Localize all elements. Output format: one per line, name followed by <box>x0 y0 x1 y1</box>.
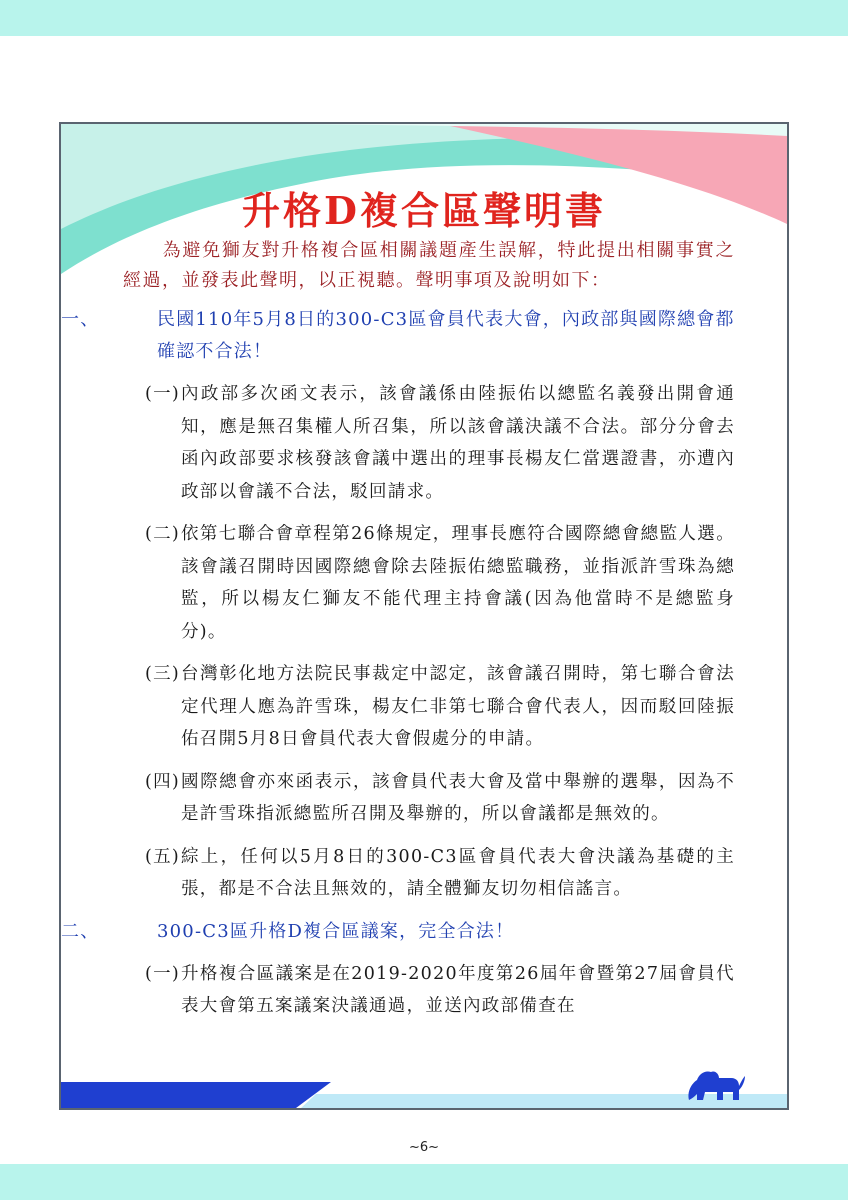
list-item: (三) 台灣彰化地方法院民事裁定中認定，該會議召開時，第七聯合會法定代理人應為許雪珠，楊友仁非第七聯合會代表人，因而駁回陸振佑召開5月8日會員代表大會假處分的申請。 <box>123 658 735 756</box>
section-1 <box>61 304 735 906</box>
lion-icon <box>683 1066 747 1106</box>
top-band <box>0 0 848 36</box>
section-number: 一、 <box>61 309 100 330</box>
list-item: (一) 升格複合區議案是在2019-2020年度第26屆年會暨第27屆會員代表大會第五案議案決議通過，並送內政部備查在 <box>123 958 735 1023</box>
document-title: 升格D複合區聲明書 <box>242 188 606 233</box>
intro-paragraph: 為避免獅友對升格複合區相關議題產生誤解，特此提出相關事實之經過，並發表此聲明，以正視聽。聲明事項及說明如下： <box>123 240 735 291</box>
list-item: (二) 依第七聯合會章程第26條規定，理事長應符合國際總會總監人選。該會議召開時因國際總會除去陸振佑總監職務，並指派許雪珠為總監，所以楊友仁獅友不能代理主持會議(因為他當時不是總監身分)。 <box>123 518 735 648</box>
section-number: 二、 <box>61 920 100 942</box>
list-item: (一) 內政部多次函文表示，該會議係由陸振佑以總監名義發出開會通知，應是無召集權人所召集，所以該會議決議不合法。部分分會去函內政部要求核發該會議中選出的理事長楊友仁當選證書，亦遭內政部以會議不合法，駁回請求。 <box>123 378 735 508</box>
item-number: (三) <box>145 664 181 684</box>
section-heading: 一、 民國110年5月8日的300-C3區會員代表大會，內政部與國際總會都確認不合法！ <box>123 304 735 368</box>
item-number: (一) <box>145 384 181 404</box>
section-heading: 二、 300-C3區升格D複合區議案，完全合法！ <box>123 916 735 948</box>
section-2 <box>61 916 735 1023</box>
page-number: ~6~ <box>408 1140 440 1155</box>
item-number: (四) <box>145 771 181 792</box>
item-number: (二) <box>145 524 181 544</box>
document-body <box>61 236 735 1033</box>
list-item: (四) 國際總會亦來函表示，該會員代表大會及當中舉辦的選舉，因為不是許雪珠指派總監所召開及舉辦的，所以會議都是無效的。 <box>123 766 735 831</box>
page-frame <box>59 122 789 1110</box>
bottom-band <box>0 1164 848 1200</box>
item-number: (一) <box>145 963 181 984</box>
item-number: (五) <box>145 846 181 867</box>
list-item: (五) 綜上，任何以5月8日的300-C3區會員代表大會決議為基礎的主張，都是不合法且無效的，請全體獅友切勿相信謠言。 <box>123 841 735 906</box>
decorative-stripe-bottom <box>61 1076 787 1108</box>
